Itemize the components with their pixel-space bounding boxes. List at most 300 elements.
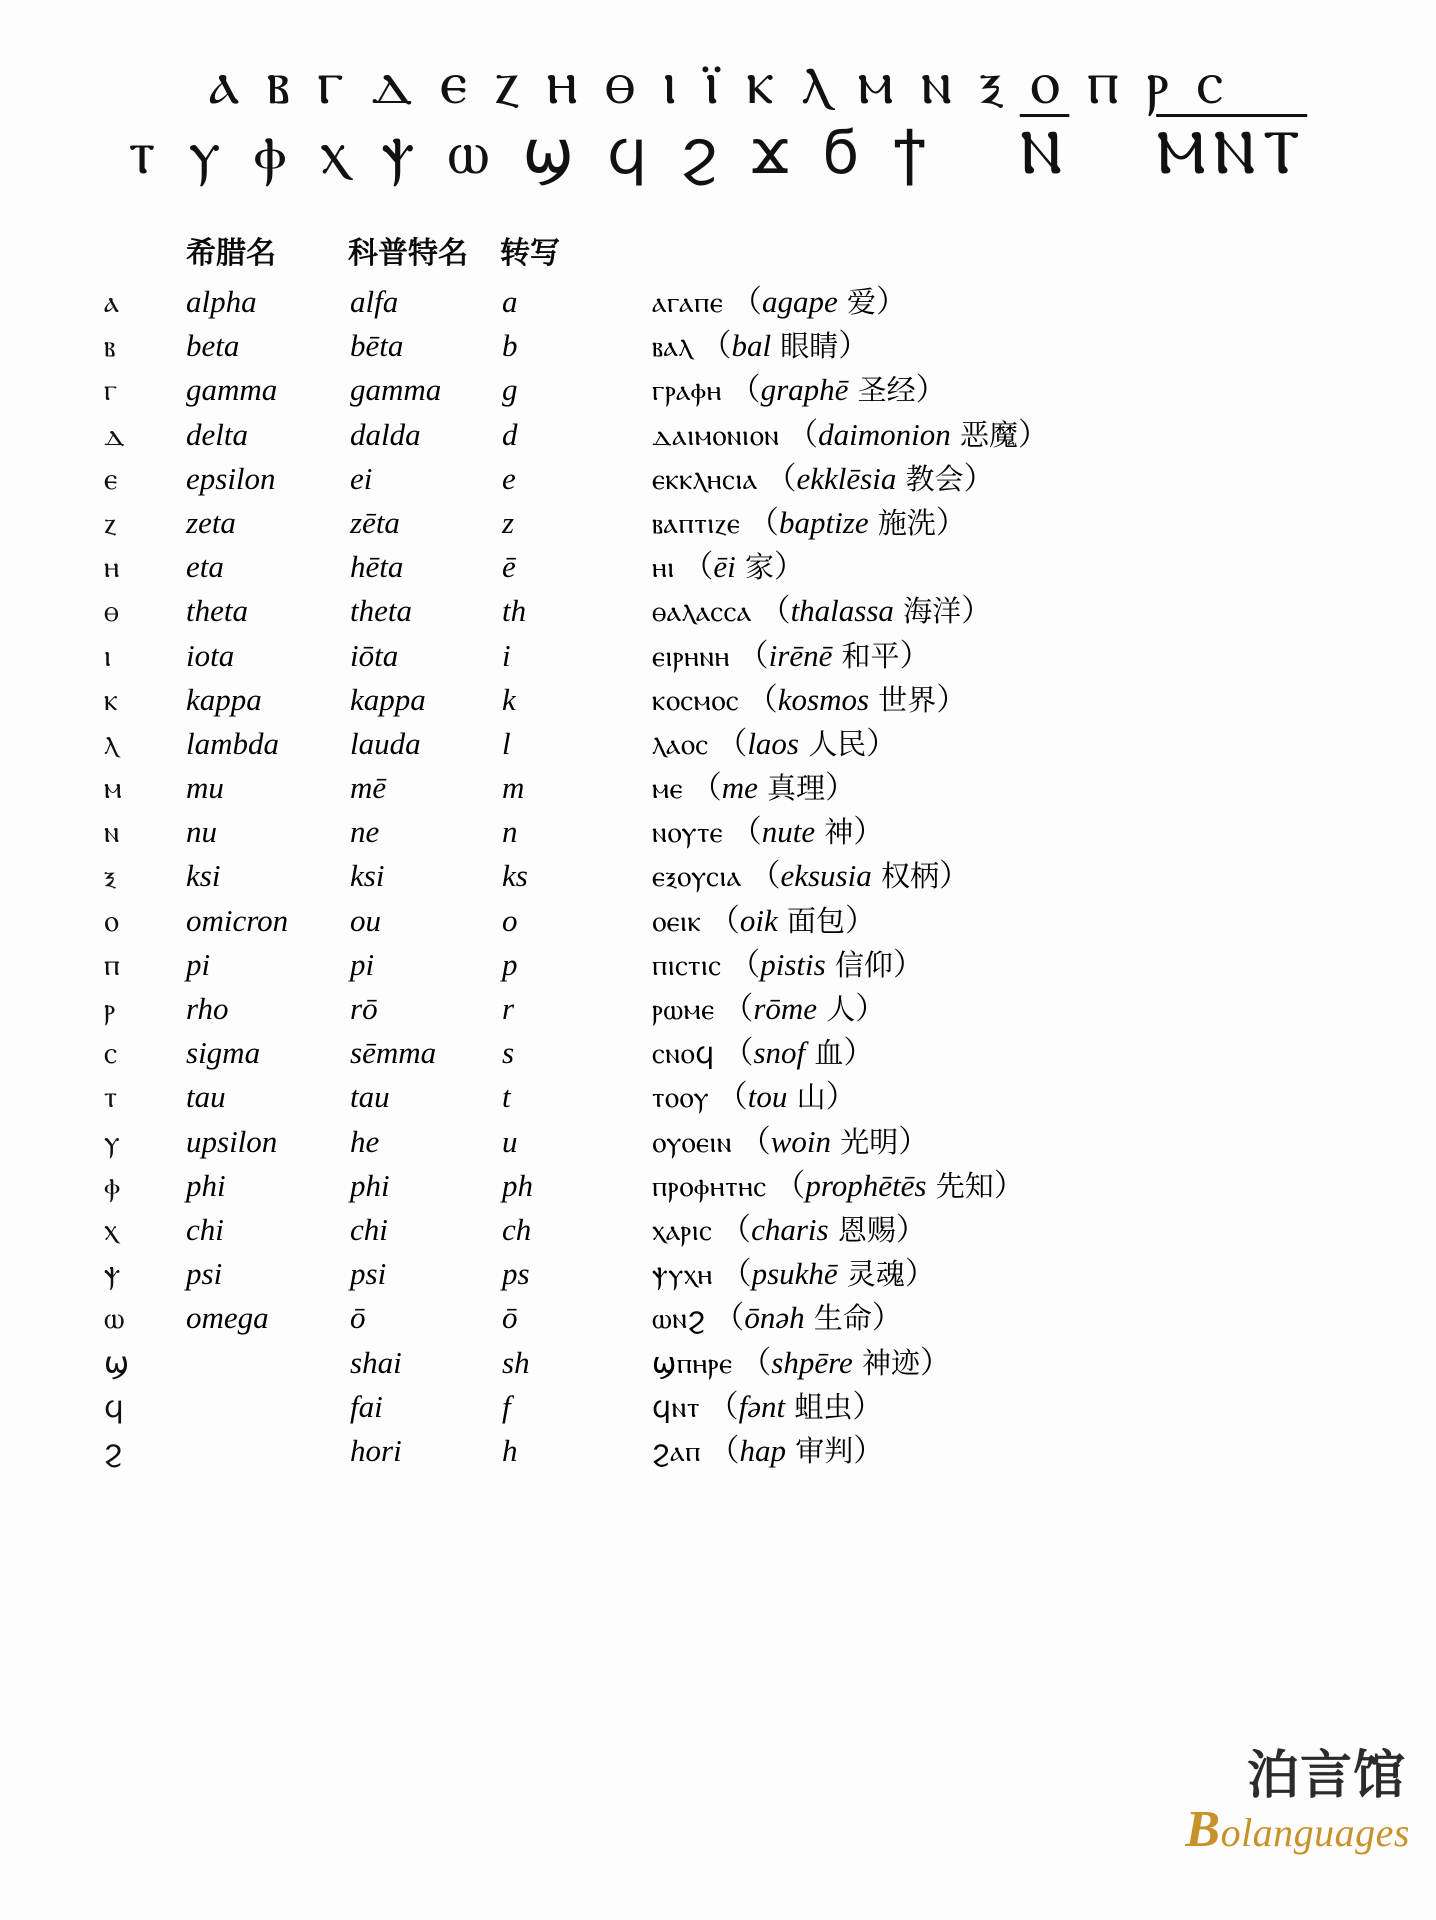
cell-example-word xyxy=(652,328,1364,372)
cell-greek-name: kappa xyxy=(186,681,262,717)
example-open-paren: （ xyxy=(722,814,762,850)
example-open-paren: （ xyxy=(741,858,781,894)
cell-transliteration: e xyxy=(502,460,516,496)
cell-transliteration: n xyxy=(502,814,518,850)
example-romanization: ekklēsia xyxy=(796,460,897,496)
cell-example-word xyxy=(652,417,1364,461)
table-row xyxy=(104,1256,1364,1300)
cell-transliteration: u xyxy=(502,1123,518,1159)
cell-coptic-letter: ⲭ xyxy=(104,1212,118,1248)
cell-transliteration: o xyxy=(502,902,518,938)
example-chinese-gloss: 恩赐 xyxy=(828,1212,896,1247)
example-close-paren: ） xyxy=(938,858,970,894)
cell-greek-name: gamma xyxy=(186,372,278,408)
example-romanization: bal xyxy=(731,328,772,364)
example-chinese-gloss: 和平 xyxy=(832,638,900,673)
cell-coptic-letter: ⲫ xyxy=(104,1168,121,1204)
cell-greek-name: pi xyxy=(186,946,211,982)
example-coptic-word: ⲟⲩⲟⲉⲓⲛ xyxy=(652,1124,732,1159)
table-row xyxy=(104,505,1364,549)
cell-transliteration: s xyxy=(502,1035,515,1071)
cell-coptic-letter: ⲱ xyxy=(104,1301,125,1337)
example-romanization: nute xyxy=(761,814,816,850)
cell-coptic-letter: ⲝ xyxy=(104,859,116,895)
example-chinese-gloss: 神迹 xyxy=(852,1345,920,1380)
cell-greek-name: psi xyxy=(186,1256,223,1292)
example-romanization: kosmos xyxy=(777,681,870,717)
example-close-paren: ） xyxy=(866,725,898,761)
example-chinese-gloss: 世界 xyxy=(869,682,937,717)
table-row xyxy=(104,770,1364,814)
cell-example-word xyxy=(652,858,1364,902)
example-coptic-word: ⲃⲁⲡⲧⲓⲍⲉ xyxy=(652,505,741,540)
example-close-paren: ） xyxy=(892,946,924,982)
watermark-chinese-name: 泊言馆 xyxy=(1246,1746,1406,1806)
example-close-paren: ） xyxy=(899,637,931,673)
table-row xyxy=(104,1433,1364,1477)
example-coptic-word: ⲏⲓ xyxy=(652,550,675,585)
cell-coptic-letter: ⲥ xyxy=(104,1036,118,1072)
example-chinese-gloss: 灵魂 xyxy=(837,1257,905,1292)
cell-greek-name: rho xyxy=(186,991,229,1026)
table-row xyxy=(104,372,1364,416)
cell-example-word xyxy=(652,1212,1364,1256)
cell-example-word xyxy=(652,1079,1364,1123)
example-close-paren: ） xyxy=(843,1035,875,1071)
cell-coptic-name: theta xyxy=(350,593,412,629)
example-chinese-gloss: 面包 xyxy=(777,903,845,938)
cell-example-word xyxy=(652,1035,1364,1079)
example-close-paren: ） xyxy=(855,991,887,1026)
example-open-paren: （ xyxy=(766,1167,806,1203)
cell-transliteration: ps xyxy=(502,1256,530,1292)
example-close-paren: ） xyxy=(993,1167,1025,1203)
cell-transliteration: r xyxy=(502,991,515,1026)
example-close-paren: ） xyxy=(825,1079,857,1115)
cell-coptic-letter: ⲉ xyxy=(104,461,118,497)
cell-coptic-letter: ϣ xyxy=(104,1345,130,1381)
cell-greek-name: mu xyxy=(186,770,224,806)
example-close-paren: ） xyxy=(961,593,993,629)
example-close-paren: ） xyxy=(895,1211,927,1247)
cell-greek-name: tau xyxy=(186,1079,226,1115)
cell-example-word xyxy=(652,726,1364,770)
cell-coptic-letter: ⲛ xyxy=(104,815,120,851)
example-romanization: pistis xyxy=(760,946,826,982)
cell-coptic-name: iōta xyxy=(350,637,399,673)
cell-transliteration: f xyxy=(502,1388,511,1424)
cell-coptic-name: ksi xyxy=(350,858,385,894)
table-row xyxy=(104,593,1364,637)
table-row xyxy=(104,726,1364,770)
example-coptic-word: ⲟⲉⲓⲕ xyxy=(652,903,702,938)
example-open-paren: （ xyxy=(779,416,819,452)
example-coptic-word: ϣⲡⲏⲣⲉ xyxy=(652,1345,733,1380)
example-coptic-word: ϥⲛⲧ xyxy=(652,1389,700,1424)
table-body xyxy=(104,284,1364,1477)
cell-greek-name: eta xyxy=(186,549,224,585)
example-coptic-word: ⲉⲝⲟⲩⲥⲓⲁ xyxy=(652,859,742,894)
alphabet-line-2-letters: ⲧ ⲩ ⲫ ⲭ ⲯ ⲱ ϣ ϥ ϩ ϫ ϭ ϯ xyxy=(128,117,933,188)
table-row xyxy=(104,638,1364,682)
watermark-logo xyxy=(1110,1746,1410,1896)
cell-greek-name xyxy=(182,1345,346,1389)
example-chinese-gloss: 山 xyxy=(787,1080,826,1115)
cell-coptic-letter: ⲣ xyxy=(104,992,116,1027)
example-romanization: fənt xyxy=(738,1388,786,1424)
cell-example-word xyxy=(652,1345,1364,1389)
cell-coptic-name: sēmma xyxy=(350,1035,437,1071)
example-coptic-word: ⲗⲁⲟⲥ xyxy=(652,726,709,761)
cell-transliteration: ks xyxy=(502,858,528,894)
example-romanization: charis xyxy=(751,1211,829,1247)
cell-greek-name xyxy=(182,1389,346,1433)
column-header-greek-name: 希腊名 xyxy=(186,236,276,271)
example-coptic-word: ⲡⲣⲟⲫⲏⲧⲏⲥ xyxy=(652,1168,767,1203)
example-romanization: eksusia xyxy=(780,858,872,894)
table-row xyxy=(104,328,1364,372)
example-coptic-word: ϩⲁⲡ xyxy=(652,1433,701,1468)
cell-greek-name: nu xyxy=(186,814,217,850)
example-romanization: oik xyxy=(739,902,778,938)
cell-coptic-letter: ϥ xyxy=(104,1389,124,1425)
example-open-paren: （ xyxy=(729,637,769,673)
example-coptic-word: ⲅⲣⲁⲫⲏ xyxy=(652,373,722,408)
cell-coptic-letter: ⲟ xyxy=(104,903,119,939)
example-open-paren: （ xyxy=(682,770,722,806)
example-close-paren: ） xyxy=(852,1388,884,1424)
cell-coptic-name: alfa xyxy=(350,284,399,319)
cell-coptic-name: phi xyxy=(350,1167,390,1203)
example-open-paren: （ xyxy=(701,902,740,938)
table-row xyxy=(104,1300,1364,1344)
cell-coptic-letter: ⲁ xyxy=(104,285,119,320)
example-open-paren: （ xyxy=(721,372,761,408)
cell-coptic-name: psi xyxy=(350,1256,387,1292)
example-open-paren: （ xyxy=(740,504,780,540)
cell-transliteration: sh xyxy=(502,1344,530,1380)
cell-coptic-letter: ⲓ xyxy=(104,638,112,674)
example-open-paren: （ xyxy=(712,1211,752,1247)
cell-greek-name: lambda xyxy=(186,725,279,761)
table-header-row xyxy=(104,228,1364,284)
cell-example-word xyxy=(652,505,1364,549)
example-chinese-gloss: 审判 xyxy=(786,1433,854,1468)
example-coptic-word: ⲭⲁⲣⲓⲥ xyxy=(652,1212,713,1247)
alphabet-line-1: ⲁ ⲃ ⲅ ⲇ ⲉ ⲍ ⲏ ⲑ ⲓ ⲓ̈ ⲕ ⲗ ⲙ ⲛ ⲝ ⲟ ⲡ ⲣ ⲥ xyxy=(208,47,1228,118)
table-row xyxy=(104,549,1364,593)
example-chinese-gloss: 恶魔 xyxy=(950,417,1018,452)
cell-greek-name: alpha xyxy=(186,284,257,319)
example-romanization: tou xyxy=(747,1079,788,1115)
cell-coptic-name: shai xyxy=(350,1344,402,1380)
cell-transliteration: th xyxy=(502,593,527,629)
example-coptic-word: ⲛⲟⲩⲧⲉ xyxy=(652,815,723,850)
example-open-paren: （ xyxy=(674,549,714,585)
example-close-paren: ） xyxy=(963,460,995,496)
cell-greek-name: theta xyxy=(186,593,248,629)
example-romanization: graphē xyxy=(760,372,849,408)
example-coptic-word: ⲉⲓⲣⲏⲛⲏ xyxy=(652,638,730,673)
cell-coptic-name: zēta xyxy=(350,504,400,540)
example-close-paren: ） xyxy=(845,902,876,938)
table-row xyxy=(104,991,1364,1035)
table-row xyxy=(104,947,1364,991)
cell-coptic-name: tau xyxy=(350,1079,390,1115)
cell-transliteration: m xyxy=(502,770,525,806)
example-chinese-gloss: 先知 xyxy=(926,1168,994,1203)
example-coptic-word: ⲣⲱⲙⲉ xyxy=(652,992,715,1026)
example-romanization: ōnəh xyxy=(744,1300,805,1336)
cell-example-word xyxy=(652,1168,1364,1212)
cell-greek-name: sigma xyxy=(186,1035,261,1071)
example-close-paren: ） xyxy=(936,681,968,717)
example-coptic-word: ⲕⲟⲥⲙⲟⲥ xyxy=(652,682,740,717)
example-open-paren: （ xyxy=(757,460,797,496)
cell-example-word xyxy=(652,770,1364,814)
cell-example-word xyxy=(652,1256,1364,1300)
cell-greek-name: zeta xyxy=(186,504,236,540)
example-romanization: irēnē xyxy=(768,637,833,673)
table-row xyxy=(104,1035,1364,1079)
example-coptic-word: ⲧⲟⲟⲩ xyxy=(652,1080,710,1115)
cell-coptic-letter: ⲩ xyxy=(104,1124,120,1160)
example-coptic-word: ⲙⲉ xyxy=(652,771,683,806)
example-open-paren: （ xyxy=(712,1256,752,1292)
column-header-transliteration: 转写 xyxy=(500,236,560,271)
cell-coptic-name: gamma xyxy=(350,372,442,408)
alphabet-line-2 xyxy=(0,118,1436,188)
cell-transliteration: i xyxy=(502,637,511,673)
example-open-paren: （ xyxy=(708,725,748,761)
example-chinese-gloss: 神 xyxy=(815,815,854,850)
cell-example-word xyxy=(652,284,1364,328)
example-coptic-word: ⲯⲩⲭⲏ xyxy=(652,1257,713,1292)
example-coptic-word: ⲡⲓⲥⲧⲓⲥ xyxy=(652,947,722,982)
table-row xyxy=(104,1389,1364,1433)
example-romanization: woin xyxy=(770,1123,832,1159)
cell-transliteration: l xyxy=(502,725,511,761)
cell-coptic-letter: ⲃ xyxy=(104,329,116,365)
table-row xyxy=(104,858,1364,902)
cell-example-word xyxy=(652,1124,1364,1168)
example-coptic-word: ⲇⲁⲓⲙⲟⲛⲓⲟⲛ xyxy=(652,417,780,452)
cell-greek-name: beta xyxy=(186,328,240,364)
cell-greek-name: omicron xyxy=(186,902,289,938)
cell-coptic-letter: ⲑ xyxy=(104,594,119,630)
table-row xyxy=(104,461,1364,505)
cell-transliteration: ph xyxy=(502,1167,533,1203)
table-row xyxy=(104,903,1364,947)
example-chinese-gloss: 生命 xyxy=(804,1301,872,1336)
cell-coptic-letter: ⲡ xyxy=(104,947,120,983)
cell-transliteration: b xyxy=(502,328,518,364)
cell-coptic-name: ō xyxy=(350,1300,366,1336)
cell-transliteration: k xyxy=(502,681,516,717)
example-romanization: thalassa xyxy=(790,593,894,629)
cell-coptic-name: ou xyxy=(350,902,381,938)
cell-transliteration: ch xyxy=(502,1211,532,1247)
example-open-paren: （ xyxy=(723,284,762,319)
example-chinese-gloss: 蛆虫 xyxy=(785,1389,853,1424)
example-close-paren: ） xyxy=(853,814,885,850)
table-row xyxy=(104,1168,1364,1212)
example-romanization: rōme xyxy=(753,991,818,1026)
example-chinese-gloss: 权柄 xyxy=(871,859,939,894)
cell-transliteration: d xyxy=(502,416,518,452)
example-chinese-gloss: 真理 xyxy=(757,771,826,806)
example-romanization: daimonion xyxy=(818,416,951,452)
cell-coptic-name: chi xyxy=(350,1211,388,1247)
example-open-paren: （ xyxy=(700,1432,740,1468)
example-close-paren: ） xyxy=(904,1256,936,1292)
example-coptic-word: ⲑⲁⲗⲁⲥⲥⲁ xyxy=(652,594,752,629)
cell-example-word xyxy=(652,682,1364,726)
example-open-paren: （ xyxy=(699,1388,739,1424)
example-close-paren: ） xyxy=(871,1300,903,1336)
cell-example-word xyxy=(652,549,1364,593)
example-chinese-gloss: 人 xyxy=(817,992,856,1026)
example-romanization: hap xyxy=(739,1432,787,1468)
example-chinese-gloss: 家 xyxy=(735,550,775,585)
column-header-example xyxy=(652,228,1364,284)
handwritten-alphabet-banner xyxy=(0,48,1436,188)
cell-coptic-letter: ⲯ xyxy=(104,1257,121,1293)
example-open-paren: （ xyxy=(714,991,754,1026)
cell-example-word xyxy=(652,991,1364,1035)
example-chinese-gloss: 爱 xyxy=(837,285,876,319)
cell-transliteration: p xyxy=(502,946,518,982)
cell-coptic-name: ne xyxy=(350,814,380,850)
alphabet-reference-table xyxy=(104,228,1364,1477)
table-header xyxy=(104,228,1364,284)
cell-greek-name xyxy=(182,1433,346,1477)
cell-coptic-name: he xyxy=(350,1123,380,1159)
example-open-paren: （ xyxy=(732,1344,772,1380)
example-coptic-word: ⲁⲅⲁⲡⲉ xyxy=(652,285,724,319)
example-romanization: me xyxy=(721,770,758,806)
cell-example-word xyxy=(652,903,1364,947)
watermark-english-name xyxy=(1110,1801,1410,1858)
cell-transliteration: h xyxy=(502,1432,518,1468)
example-coptic-word: ⲃⲁⲗ xyxy=(652,329,693,364)
example-close-paren: ） xyxy=(1017,416,1049,452)
example-coptic-word: ⲉⲕⲕⲗⲏⲥⲓⲁ xyxy=(652,461,758,496)
cell-coptic-letter: ⲕ xyxy=(104,682,118,718)
cell-coptic-name: lauda xyxy=(350,725,421,761)
cell-example-word xyxy=(652,814,1364,858)
example-romanization: prophētēs xyxy=(805,1167,927,1203)
cell-greek-name: omega xyxy=(186,1300,269,1336)
example-open-paren: （ xyxy=(751,593,791,629)
cell-example-word xyxy=(652,1433,1364,1477)
table-row xyxy=(104,284,1364,328)
example-open-paren: （ xyxy=(721,946,761,982)
example-chinese-gloss: 信仰 xyxy=(825,947,893,982)
example-chinese-gloss: 圣经 xyxy=(848,373,916,408)
cell-example-word xyxy=(652,1389,1364,1433)
cell-transliteration: ē xyxy=(502,549,516,585)
cell-greek-name: delta xyxy=(186,416,248,452)
example-open-paren: （ xyxy=(731,1123,771,1159)
example-romanization: laos xyxy=(747,725,799,761)
example-chinese-gloss: 血 xyxy=(805,1036,844,1071)
cell-coptic-letter: ⲇ xyxy=(104,417,125,453)
cell-coptic-name: mē xyxy=(350,770,387,806)
cell-greek-name: epsilon xyxy=(186,460,276,496)
cell-coptic-name: fai xyxy=(350,1388,383,1424)
cell-transliteration: t xyxy=(502,1079,511,1115)
example-chinese-gloss: 施洗 xyxy=(868,505,936,540)
cell-coptic-letter: ⲏ xyxy=(104,550,120,586)
cell-example-word xyxy=(652,461,1364,505)
abbreviation-mark-n: Ⲛ xyxy=(1019,117,1070,188)
example-open-paren: （ xyxy=(705,1300,745,1336)
cell-greek-name: phi xyxy=(186,1167,226,1203)
cell-example-word xyxy=(652,372,1364,416)
example-chinese-gloss: 光明 xyxy=(831,1124,899,1159)
table-row xyxy=(104,1345,1364,1389)
example-coptic-word: ⲥⲛⲟϥ xyxy=(652,1036,715,1071)
cell-example-word xyxy=(652,1300,1364,1344)
cell-coptic-name: hori xyxy=(350,1432,402,1468)
cell-greek-name: iota xyxy=(186,637,235,673)
cell-coptic-letter: ⲗ xyxy=(104,726,119,762)
example-romanization: psukhē xyxy=(751,1256,838,1292)
cell-example-word xyxy=(652,593,1364,637)
table-row xyxy=(104,1212,1364,1256)
example-close-paren: ） xyxy=(898,1123,930,1159)
cell-greek-name: ksi xyxy=(186,858,221,894)
cell-coptic-letter: ⲍ xyxy=(104,505,117,541)
abbreviation-mark-mnt: ⲘⲚⲦ xyxy=(1156,117,1308,188)
cell-coptic-name: ei xyxy=(350,460,373,496)
cell-greek-name: chi xyxy=(186,1211,224,1247)
cell-coptic-name: hēta xyxy=(350,549,404,585)
example-close-paren: ） xyxy=(935,504,967,540)
table-row xyxy=(104,1079,1364,1123)
table-row xyxy=(104,682,1364,726)
cell-coptic-letter: ϩ xyxy=(104,1433,123,1469)
example-romanization: baptize xyxy=(779,504,869,540)
cell-coptic-letter: ⲅ xyxy=(104,373,117,409)
example-romanization: ēi xyxy=(713,549,736,585)
cell-coptic-letter: ⲙ xyxy=(104,771,122,807)
cell-coptic-name: bēta xyxy=(350,328,404,364)
watermark-english-initial: B xyxy=(1185,1801,1221,1858)
cell-transliteration: a xyxy=(502,284,518,319)
example-chinese-gloss: 眼睛 xyxy=(771,329,839,364)
example-open-paren: （ xyxy=(714,1035,754,1071)
watermark-english-rest: olanguages xyxy=(1220,1810,1410,1855)
cell-example-word xyxy=(652,947,1364,991)
table-row xyxy=(104,1124,1364,1168)
example-chinese-gloss: 海洋 xyxy=(893,594,962,629)
column-header-coptic-name: 科普特名 xyxy=(348,236,468,271)
example-romanization: snof xyxy=(753,1035,806,1071)
cell-example-word xyxy=(652,638,1364,682)
cell-coptic-name: rō xyxy=(350,991,378,1026)
example-close-paren: ） xyxy=(774,549,806,585)
cell-transliteration: ō xyxy=(502,1300,518,1336)
example-chinese-gloss: 人民 xyxy=(799,726,867,761)
example-close-paren: ） xyxy=(919,1344,951,1380)
cell-coptic-name: dalda xyxy=(350,416,421,452)
example-romanization: shpēre xyxy=(771,1344,853,1380)
cell-transliteration: g xyxy=(502,372,518,408)
example-close-paren: ） xyxy=(915,372,947,408)
example-close-paren: ） xyxy=(875,284,907,319)
